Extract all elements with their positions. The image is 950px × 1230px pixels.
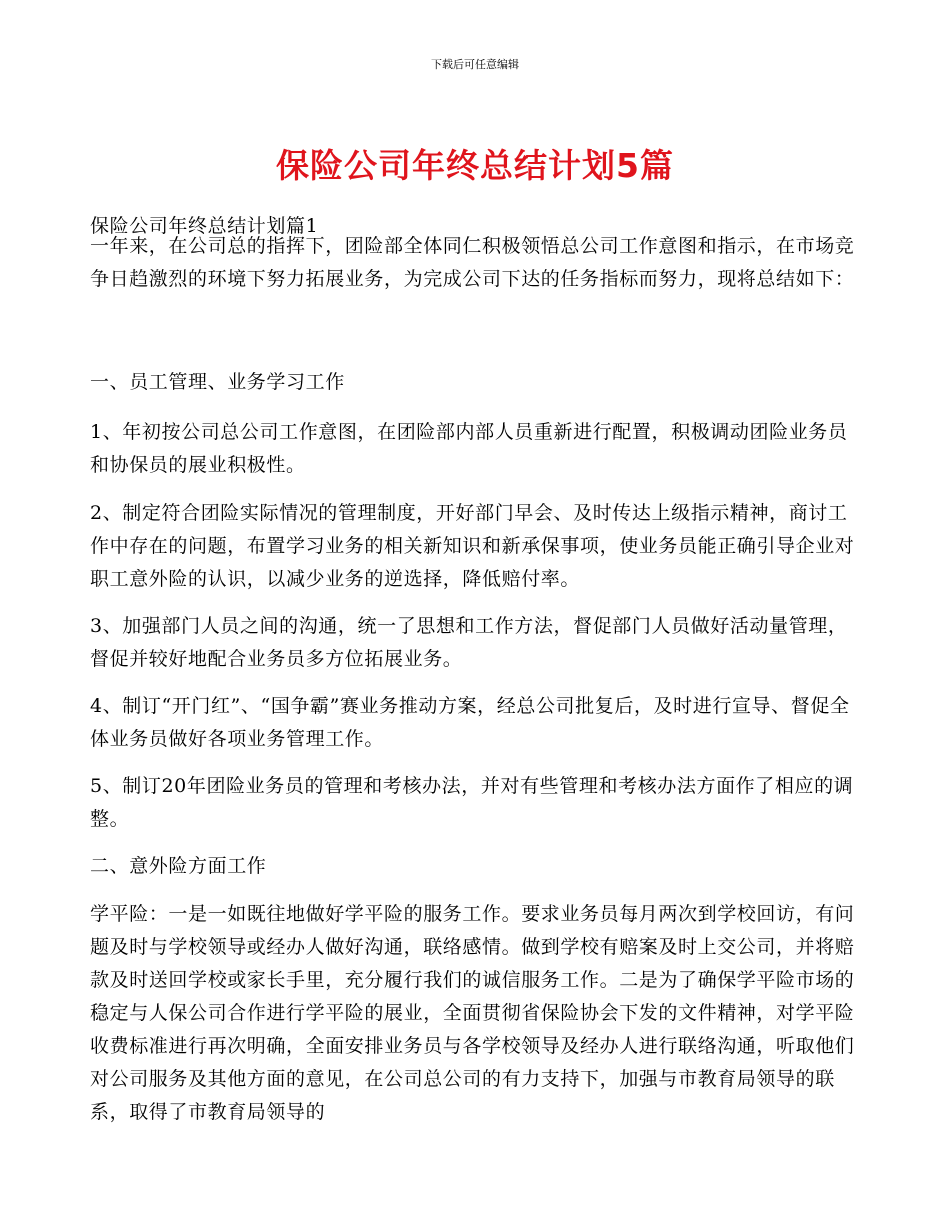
- paragraph-item-1: 1、年初按公司总公司工作意图，在团险部内部人员重新进行配置，积极调动团险业务员和协保员的展业积极性。: [90, 421, 848, 476]
- paragraph-intro: 一年来，在公司总的指挥下，团险部全体同仁积极领悟总公司工作意图和指示，在市场竞争日趋激烈的环境下努力拓展业务，为完成公司下达的任务指标而努力，现将总结如下：: [90, 235, 855, 290]
- document-title: 保险公司年终总结计划5篇: [276, 146, 674, 185]
- section-heading-staff: 一、员工管理、业务学习工作: [90, 371, 345, 393]
- paragraph-item-5: 5、制订20年团险业务员的管理和考核办法，并对有些管理和考核办法方面作了相应的调整。: [90, 775, 854, 830]
- section-heading-1: 保险公司年终总结计划篇1: [90, 215, 319, 237]
- paragraph-item-2: 2、制定符合团险实际情况的管理制度，开好部门早会、及时传达上级指示精神，商讨工作中存在的问题，布置学习业务的相关新知识和新承保事项，使业务员能正确引导企业对职工意外险的认识，以减少业务的逆选择，降低赔付率。: [90, 502, 855, 590]
- paragraph-item-3: 3、加强部门人员之间的沟通，统一了思想和工作方法，督促部门人员做好活动量管理，督促并较好地配合业务员多方位拓展业务。: [90, 615, 848, 670]
- paragraph-item-4: 4、制订“开门红”、“国争霸”赛业务推动方案，经总公司批复后，及时进行宣导、督促全体业务员做好各项业务管理工作。: [90, 695, 850, 750]
- header-note: 下载后可任意编辑: [431, 58, 519, 71]
- section-heading-accident: 二、意外险方面工作: [90, 855, 267, 877]
- paragraph-student-insurance: 学平险：一是一如既往地做好学平险的服务工作。要求业务员每月两次到学校回访，有问题及时与学校领导或经办人做好沟通，联络感情。做到学校有赔案及时上交公司，并将赔款及时送回学校或家长手里，充分履行我们的诚信服务工作。二是为了确保学平险市场的稳定与人保公司合作进行学平险的展业，全面贯彻省保险协会下发的文件精神，对学平险收费标准进行再次明确，全面安排业务员与各学校领导及经办人进行联络沟通，听取他们对公司服务及其他方面的意见，在公司总公司的有力支持下，加强与市教育局领导的联系，取得了市教育局领导的: [90, 903, 855, 1123]
